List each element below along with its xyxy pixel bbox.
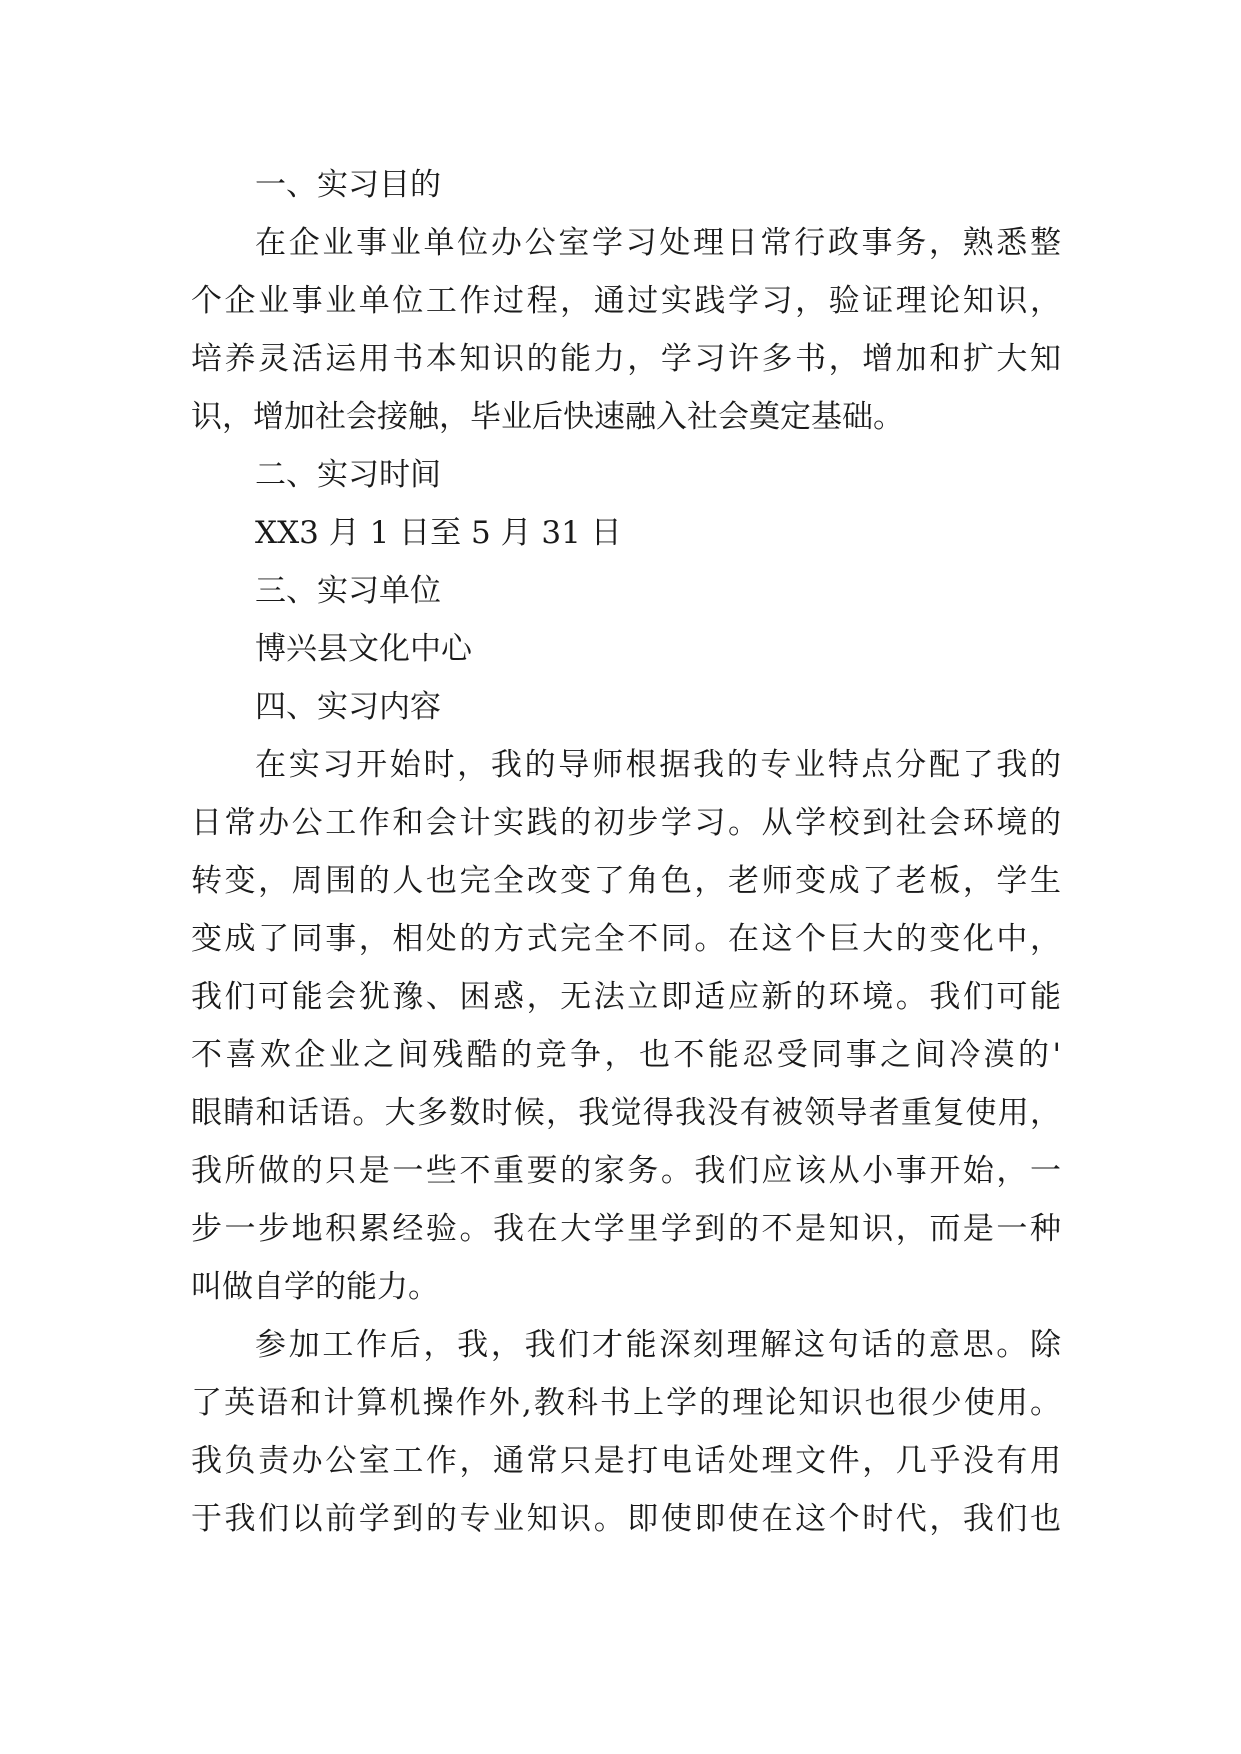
- text-line: 我们可能会犹豫、困惑，无法立即适应新的环境。我们可能: [191, 979, 1061, 1015]
- text-line: 博兴县文化中心: [255, 631, 472, 667]
- text-line: 一、实习目的: [255, 167, 441, 203]
- text-line: XX3 月 1 日至 5 月 31 日: [255, 515, 622, 551]
- text-line: 了英语和计算机操作外,教科书上学的理论知识也很少使用。: [191, 1385, 1061, 1421]
- text-line: 识，增加社会接触，毕业后快速融入社会奠定基础。: [191, 399, 904, 435]
- text-line: 日常办公工作和会计实践的初步学习。从学校到社会环境的: [191, 805, 1061, 841]
- text-line: 二、实习时间: [255, 457, 441, 493]
- text-line: 叫做自学的能力。: [191, 1269, 439, 1305]
- text-line: 四、实习内容: [255, 689, 441, 725]
- text-line: 步一步地积累经验。我在大学里学到的不是知识，而是一种: [191, 1211, 1061, 1247]
- text-line: 于我们以前学到的专业知识。即使即使在这个时代，我们也: [191, 1501, 1061, 1537]
- text-line: 在企业事业单位办公室学习处理日常行政事务，熟悉整: [255, 225, 1061, 261]
- text-line: 转变，周围的人也完全改变了角色，老师变成了老板，学生: [191, 863, 1061, 899]
- text-line: 参加工作后，我，我们才能深刻理解这句话的意思。除: [255, 1327, 1061, 1363]
- text-line: 变成了同事，相处的方式完全不同。在这个巨大的变化中，: [191, 921, 1061, 957]
- text-line: 我负责办公室工作，通常只是打电话处理文件，几乎没有用: [191, 1443, 1061, 1479]
- text-line: 培养灵活运用书本知识的能力，学习许多书，增加和扩大知: [191, 341, 1061, 377]
- text-line: 我所做的只是一些不重要的家务。我们应该从小事开始，一: [191, 1153, 1061, 1189]
- text-line: 三、实习单位: [255, 573, 441, 609]
- text-line: 不喜欢企业之间残酷的竞争，也不能忍受同事之间冷漠的': [191, 1037, 1061, 1073]
- text-line: 在实习开始时，我的导师根据我的专业特点分配了我的: [255, 747, 1061, 783]
- text-line: 眼睛和话语。大多数时候，我觉得我没有被领导者重复使用，: [191, 1095, 1061, 1131]
- document-body: [191, 156, 1061, 1548]
- text-line: 个企业事业单位工作过程，通过实践学习，验证理论知识，: [191, 283, 1061, 319]
